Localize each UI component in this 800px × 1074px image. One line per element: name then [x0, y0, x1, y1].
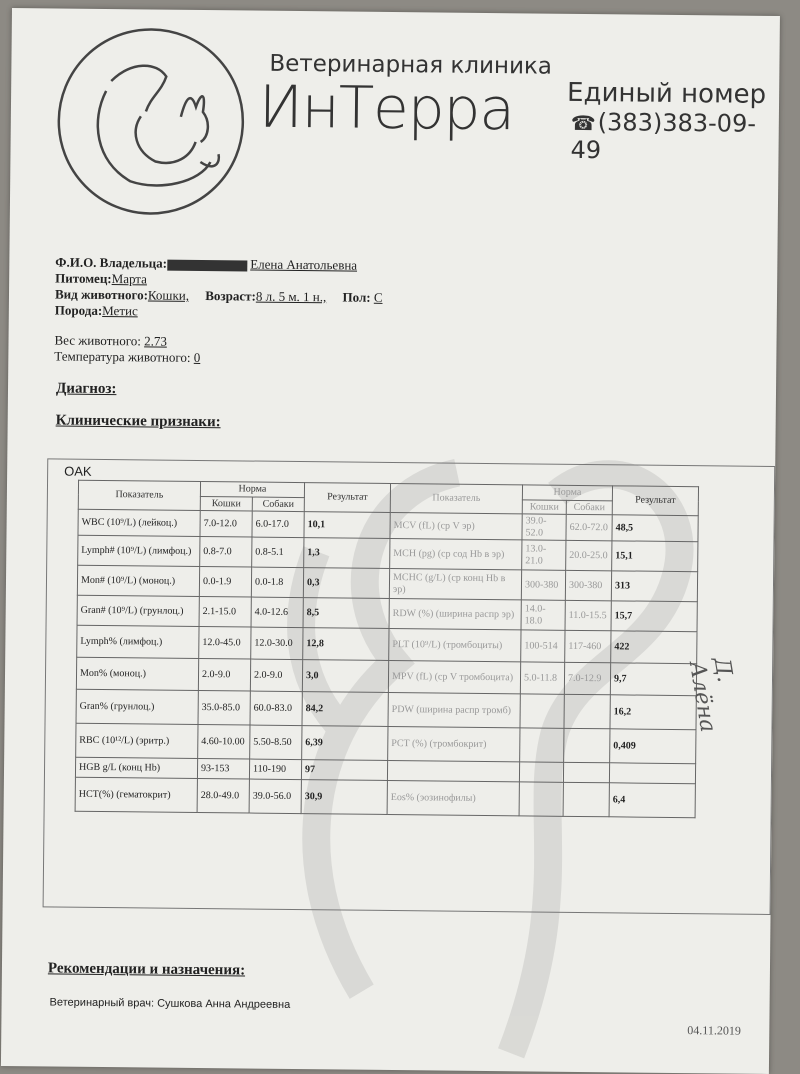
right-result-cell: 9,7 — [610, 663, 696, 696]
vet-name: Ветеринарный врач: Сушкова Анна Андреевна — [49, 996, 291, 1011]
right-indicator-cell: MPV (fL) (ср V тромбоцита) — [388, 660, 520, 693]
left-norm-dogs-cell: 12.0-30.0 — [251, 627, 303, 660]
right-norm-dogs-cell: 117-460 — [565, 630, 611, 662]
left-indicator-cell: Lymph% (лимфоц.) — [77, 625, 199, 658]
left-indicator-cell: WBC (10⁹/L) (лейкоц.) — [78, 509, 200, 536]
owner-name: Елена Анатольевна — [250, 256, 358, 273]
right-norm-dogs-cell — [564, 694, 610, 728]
left-norm-cats-cell: 7.0-12.0 — [200, 510, 252, 537]
right-norm-cats-cell: 39.0-52.0 — [522, 514, 566, 540]
right-indicator-cell: PCT (%) (тромбокрит) — [388, 726, 520, 761]
left-result-cell: 12,8 — [303, 628, 389, 661]
left-result-cell: 3,0 — [302, 660, 388, 693]
left-norm-dogs-cell: 0.8-5.1 — [252, 537, 304, 568]
left-result-cell: 10,1 — [304, 512, 390, 539]
clinical-signs-heading: Клинические признаки: — [55, 412, 221, 431]
left-norm-cats-cell: 93-153 — [197, 758, 249, 779]
pet-line — [55, 270, 147, 287]
breed-value: Метис — [102, 302, 138, 319]
right-norm-cats-cell — [520, 728, 564, 762]
table-row — [75, 777, 695, 817]
right-norm-dogs-cell — [563, 762, 609, 782]
recommendations-heading: Рекомендации и назначения: — [47, 960, 246, 979]
left-norm-dogs-cell: 5.50-8.50 — [250, 725, 302, 760]
species-value: Кошки, — [147, 287, 190, 303]
left-norm-dogs-cell: 110-190 — [249, 759, 301, 780]
right-indicator-cell: MCV (fL) (ср V эр) — [390, 512, 522, 539]
right-indicator-cell: MCHC (g/L) (ср конц Hb в эр) — [389, 568, 521, 599]
temp-label: Температура животного: — [54, 348, 191, 365]
header-dogs-left: Собаки — [252, 497, 304, 512]
pet-name: Марта — [111, 271, 148, 287]
phone-label: Единый номер — [566, 77, 767, 110]
weight-value: 2.73 — [144, 333, 167, 349]
temp-line — [54, 348, 200, 366]
temp-value: 0 — [193, 349, 201, 365]
oak-title: OAK — [64, 463, 92, 479]
right-indicator-cell — [387, 760, 519, 781]
breed-line — [55, 302, 138, 319]
header-result-right: Результат — [612, 486, 698, 516]
right-norm-dogs-cell: 300-380 — [565, 570, 611, 600]
right-norm-cats-cell — [520, 694, 564, 728]
left-norm-cats-cell: 2.0-9.0 — [198, 658, 250, 691]
right-norm-cats-cell: 300-380 — [521, 570, 565, 600]
left-norm-dogs-cell: 39.0-56.0 — [249, 779, 301, 814]
sex-value: С — [373, 289, 383, 305]
right-result-cell: 16,2 — [610, 695, 696, 730]
right-norm-dogs-cell: 7.0-12.9 — [564, 662, 610, 694]
left-norm-dogs-cell: 4.0-12.6 — [251, 597, 303, 628]
right-indicator-cell: RDW (%) (ширина распр эр) — [389, 598, 521, 629]
left-norm-cats-cell: 2.1-15.0 — [199, 596, 251, 627]
left-norm-dogs-cell: 60.0-83.0 — [250, 691, 302, 726]
left-norm-dogs-cell: 6.0-17.0 — [252, 511, 304, 538]
document-sheet — [1, 8, 780, 1074]
left-norm-cats-cell: 0.8-7.0 — [200, 536, 252, 567]
right-result-cell: 6,4 — [609, 783, 695, 818]
right-norm-cats-cell: 5.0-11.8 — [520, 662, 564, 694]
oak-table — [75, 480, 699, 818]
right-result-cell: 15,7 — [611, 601, 697, 632]
breed-label: Порода: — [54, 302, 103, 318]
right-result-cell: 48,5 — [612, 515, 698, 542]
right-norm-dogs-cell — [563, 782, 609, 816]
phone-row — [570, 108, 779, 166]
age-label: Возраст: — [205, 288, 256, 304]
left-norm-dogs-cell: 2.0-9.0 — [250, 659, 302, 692]
right-result-cell: 422 — [611, 631, 697, 664]
right-norm-dogs-cell: 62.0-72.0 — [566, 514, 612, 540]
species-label: Вид животного: — [54, 286, 149, 303]
left-indicator-cell: Mon% (моноц.) — [76, 657, 198, 690]
pet-label: Питомец: — [55, 270, 112, 287]
redacted-surname — [167, 259, 247, 271]
right-norm-cats-cell: 13.0-21.0 — [522, 540, 566, 570]
right-norm-cats-cell: 100-514 — [521, 630, 565, 662]
phone-number: (383)383-09-49 — [570, 108, 757, 165]
left-norm-cats-cell: 28.0-49.0 — [197, 778, 249, 813]
left-norm-dogs-cell: 0.0-1.8 — [251, 567, 303, 598]
clinic-subtitle: Ветеринарная клиника — [269, 50, 553, 80]
weight-line — [54, 332, 167, 349]
right-indicator-cell: PLT (10⁹/L) (тромбоциты) — [389, 628, 521, 661]
left-norm-cats-cell: 0.0-1.9 — [199, 566, 251, 597]
left-norm-cats-cell: 12.0-45.0 — [199, 626, 251, 659]
left-indicator-cell: Gran% (грунлоц.) — [76, 689, 198, 724]
right-result-cell: 15,1 — [612, 541, 698, 572]
left-indicator-cell: Lymph# (10⁹/L) (лимфоц.) — [78, 535, 200, 566]
right-indicator-cell: Eos% (эозинофилы) — [387, 780, 519, 815]
left-indicator-cell: RBC (10¹²/L) (эритр.) — [76, 723, 198, 758]
right-norm-dogs-cell: 11.0-15.5 — [565, 600, 611, 630]
right-norm-dogs-cell — [564, 728, 610, 762]
header-cats-left: Кошки — [200, 496, 252, 511]
left-indicator-cell: HGB g/L (конц Hb) — [75, 757, 197, 778]
diagnosis-heading: Диагноз: — [55, 380, 117, 398]
oak-table-body — [75, 509, 698, 817]
right-indicator-cell: MCH (pg) (ср сод Hb в эр) — [390, 538, 522, 569]
age-value: 8 л. 5 м. 1 н., — [255, 288, 327, 305]
right-result-cell: 0,409 — [610, 729, 696, 764]
handwritten-signature: Д. Алёна — [683, 655, 738, 735]
header-indicator-right: Показатель — [390, 483, 522, 513]
left-result-cell: 97 — [301, 760, 387, 781]
right-indicator-cell: PDW (ширина распр тромб) — [388, 692, 520, 727]
clinic-name: ИнТерра — [258, 72, 515, 144]
left-norm-cats-cell: 35.0-85.0 — [198, 690, 250, 725]
document-date: 04.11.2019 — [687, 1023, 741, 1038]
left-indicator-cell: HCT(%) (гематокрит) — [75, 777, 197, 812]
phone-icon: ☎ — [570, 110, 596, 136]
header-cats-right: Кошки — [522, 499, 566, 514]
header-norm-left: Норма — [200, 482, 304, 498]
left-result-cell: 8,5 — [303, 598, 389, 629]
right-result-cell: 313 — [611, 571, 697, 602]
header-dogs-right: Собаки — [566, 500, 612, 515]
right-norm-cats-cell — [519, 782, 563, 816]
weight-label: Вес животного: — [54, 332, 141, 349]
left-result-cell: 84,2 — [302, 692, 388, 727]
left-result-cell: 6,39 — [302, 726, 388, 761]
right-norm-cats-cell — [519, 762, 563, 782]
right-result-cell — [609, 763, 695, 784]
oak-panel — [43, 458, 776, 915]
left-result-cell: 30,9 — [301, 780, 387, 815]
header-result-left: Результат — [304, 483, 390, 513]
clinic-logo — [40, 20, 262, 222]
sex-label: Пол: — [342, 289, 371, 305]
header-norm-right: Норма — [522, 485, 612, 500]
left-result-cell: 0,3 — [303, 568, 389, 599]
left-indicator-cell: Gran# (10⁹/L) (грунлоц.) — [77, 595, 199, 626]
right-norm-dogs-cell: 20.0-25.0 — [566, 540, 612, 570]
right-norm-cats-cell: 14.0-18.0 — [521, 600, 565, 630]
left-result-cell: 1,3 — [304, 538, 390, 569]
header-indicator-left: Показатель — [78, 480, 200, 510]
owner-label: Ф.И.О. Владельца: — [55, 254, 168, 271]
left-norm-cats-cell: 4.60-10.00 — [198, 724, 250, 759]
left-indicator-cell: Mon# (10⁹/L) (моноц.) — [77, 565, 199, 596]
